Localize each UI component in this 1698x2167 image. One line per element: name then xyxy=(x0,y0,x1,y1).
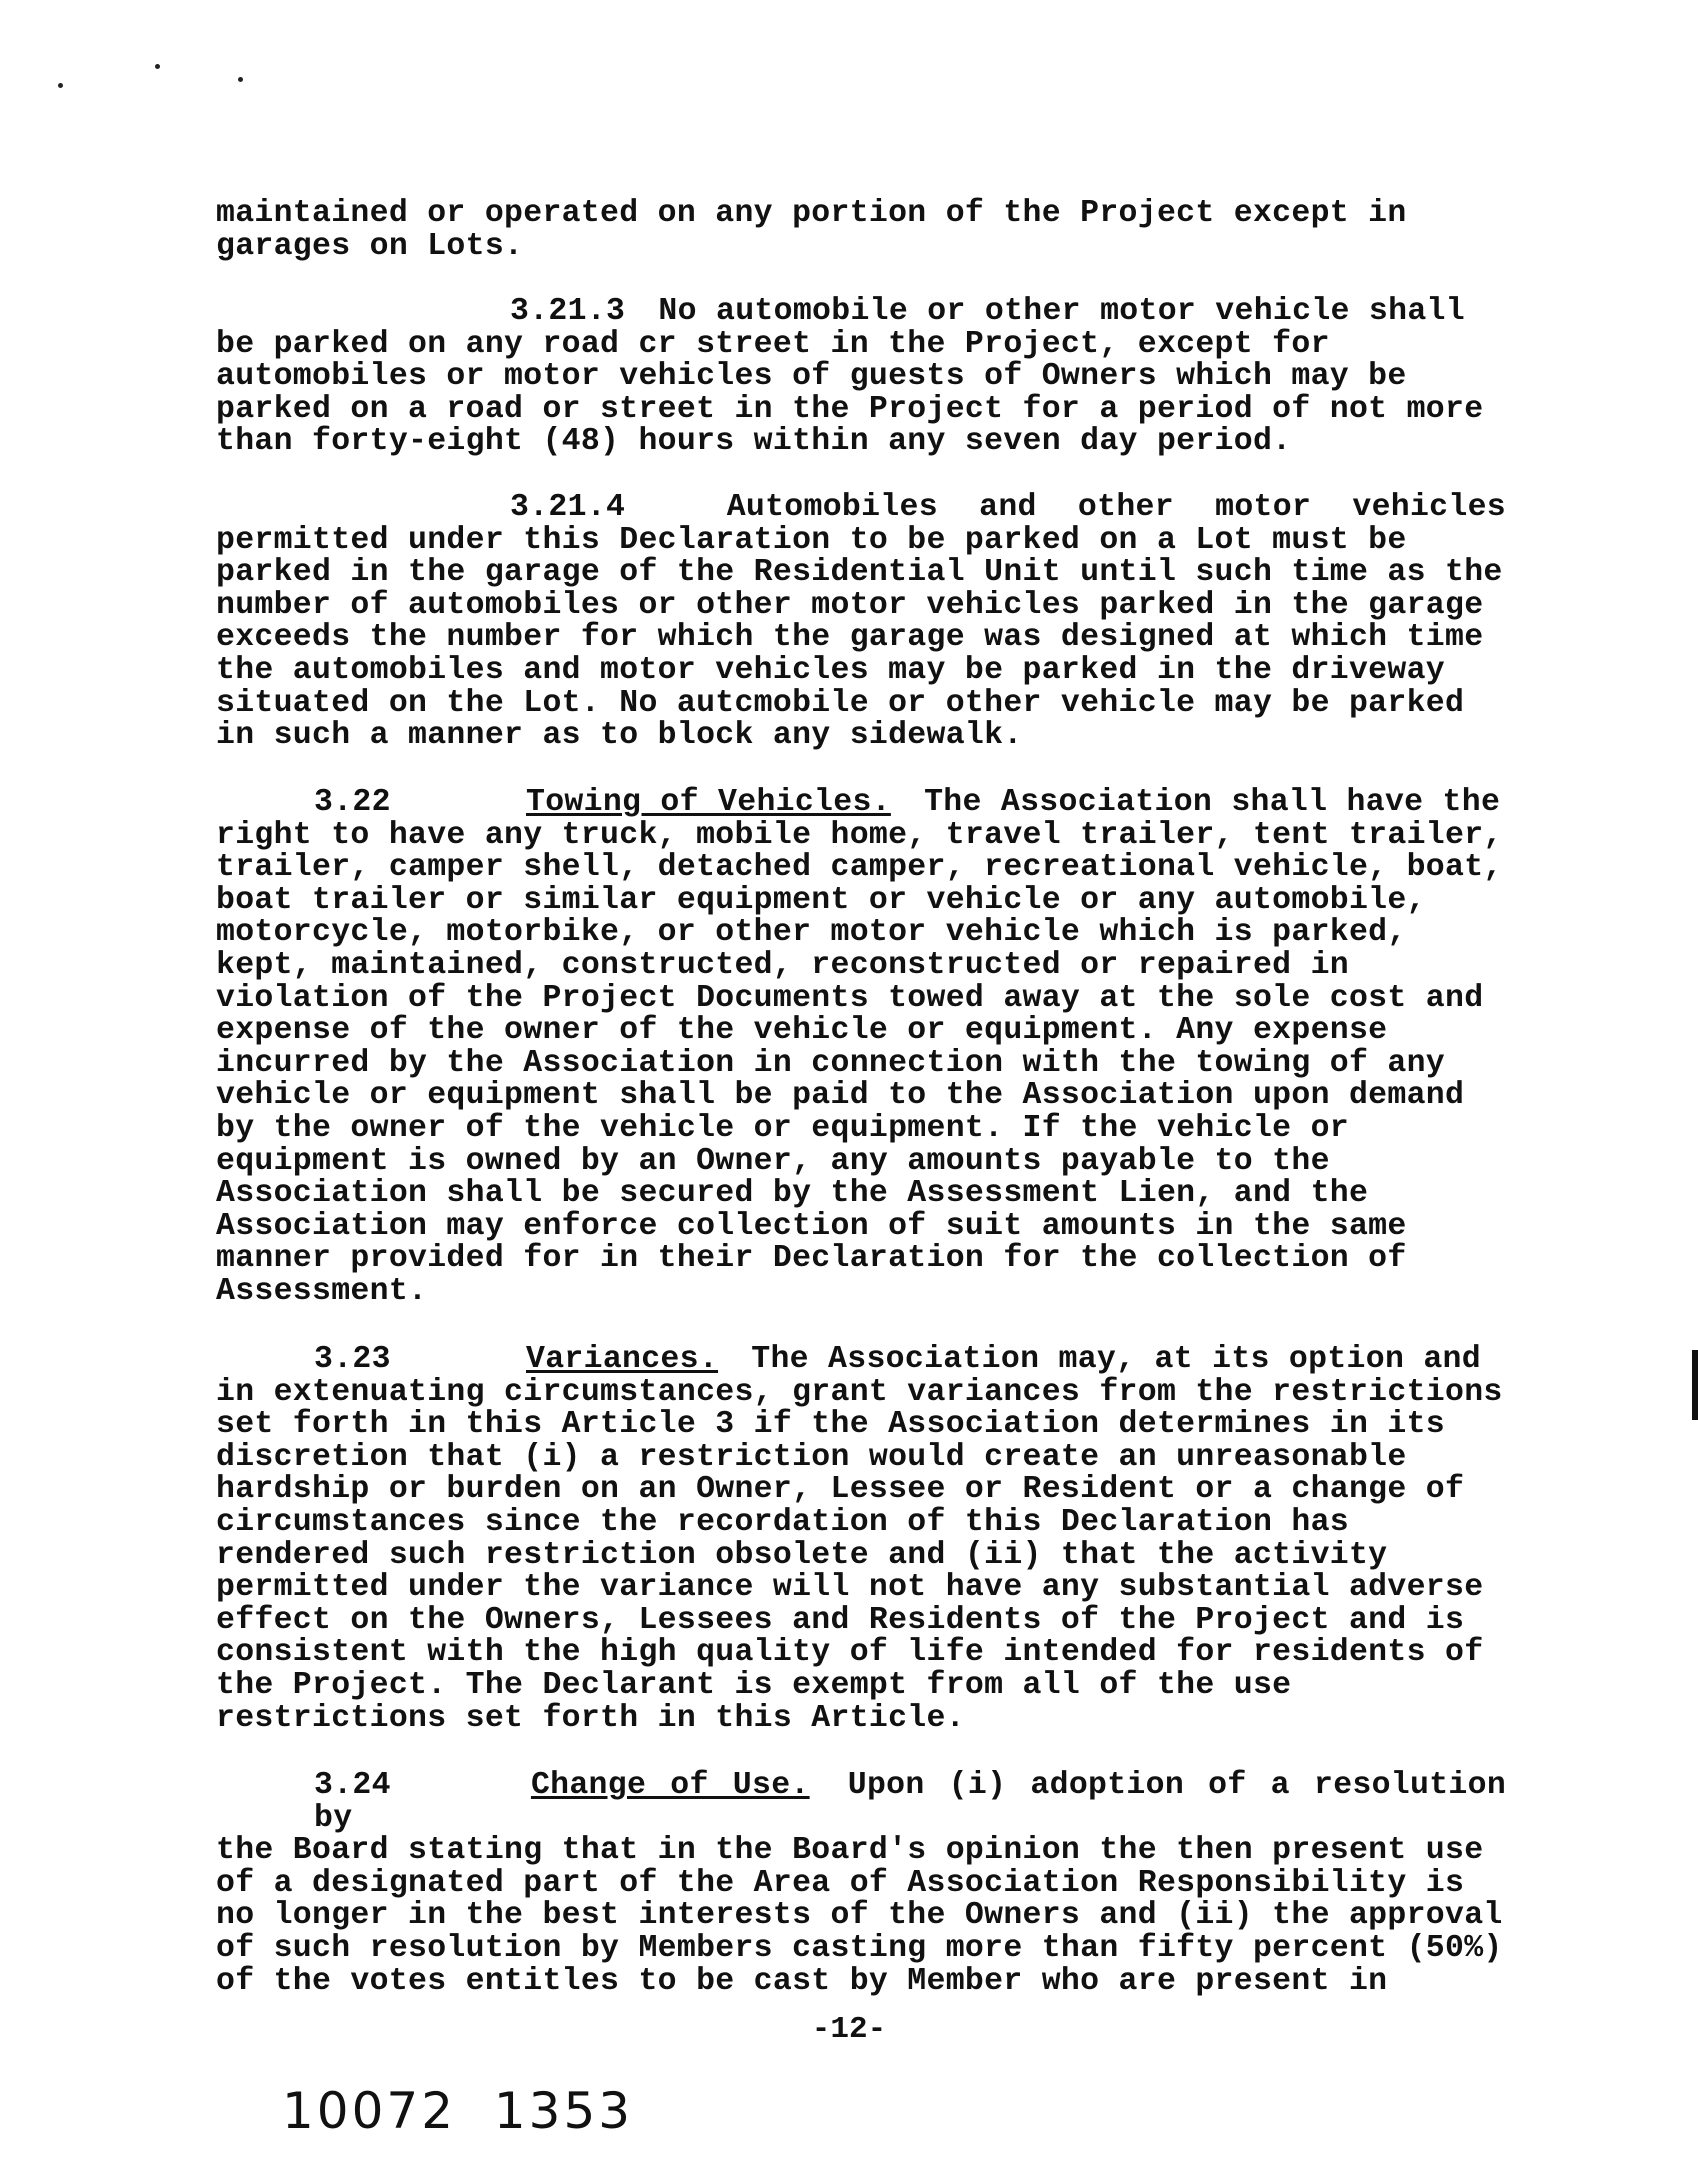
text-line: right to have any truck, mobile home, travel trailer, tent trailer, xyxy=(216,817,1503,853)
text-line: manner provided for in their Declaration for the collection of xyxy=(216,1241,1407,1277)
text-line: rendered such restriction obsolete and (ii) that the activity xyxy=(216,1537,1388,1573)
section-3-24 xyxy=(216,1770,1506,1998)
text-line: equipment is owned by an Owner, any amounts payable to the xyxy=(216,1143,1330,1179)
text-line: restrictions set forth in this Article. xyxy=(216,1700,965,1736)
text-line: permitted under the variance will not have any substantial adverse xyxy=(216,1570,1484,1606)
section-3-21-4 xyxy=(216,492,1506,753)
text-line: The Association shall have the xyxy=(924,785,1501,820)
section-number: 3.21.3 xyxy=(510,294,626,329)
text-line: by the owner of the vehicle or equipment. If the vehicle or xyxy=(216,1110,1349,1146)
text-line: vehicle or equipment shall be paid to the Association upon demand xyxy=(216,1078,1465,1114)
text-line: in such a manner as to block any sidewalk. xyxy=(216,718,1023,754)
text-line: number of automobiles or other motor vehicles parked in the garage xyxy=(216,587,1484,623)
text-line: No automobile or other motor vehicle shall xyxy=(658,294,1465,329)
text-line: hardship or burden on an Owner, Lessee or Resident or a change of xyxy=(216,1472,1465,1508)
text-line: Association shall be secured by the Assessment Lien, and the xyxy=(216,1176,1369,1212)
first-line xyxy=(216,1770,1506,1835)
section-3-22 xyxy=(216,787,1506,1309)
scan-speck xyxy=(155,64,160,69)
text-line: situated on the Lot. No autcmobile or other vehicle may be parked xyxy=(216,685,1465,721)
first-line xyxy=(216,787,1506,820)
section-heading: Variances. xyxy=(526,1342,719,1377)
text-line: trailer, camper shell, detached camper, recreational vehicle, boat, xyxy=(216,850,1503,886)
text-line: violation of the Project Documents towed away at the sole cost and xyxy=(216,980,1484,1016)
text-line: boat trailer or similar equipment or vehicle or any automobile, xyxy=(216,882,1426,918)
text-line: Assessment. xyxy=(216,1273,428,1309)
text-line: of the votes entitles to be cast by Member who are present in xyxy=(216,1963,1388,1999)
text-line: expense of the owner of the vehicle or equipment. Any expense xyxy=(216,1013,1388,1049)
section-3-23 xyxy=(216,1344,1506,1735)
section-heading: Towing of Vehicles. xyxy=(526,785,891,820)
text-line: no longer in the best interests of the Owners and (ii) the approval xyxy=(216,1898,1503,1934)
text-line: exceeds the number for which the garage was designed at which time xyxy=(216,620,1484,656)
text-line: be parked on any road cr street in the Project, except for xyxy=(216,326,1330,362)
text-line: permitted under this Declaration to be parked on a Lot must be xyxy=(216,522,1407,558)
scan-speck xyxy=(238,77,243,82)
text-line: parked in the garage of the Residential Unit until such time as the xyxy=(216,555,1503,591)
scan-speck xyxy=(58,83,63,88)
text-line: maintained or operated on any portion of the Project except in xyxy=(216,196,1407,231)
paragraph-continuation xyxy=(216,198,1506,263)
first-line xyxy=(216,1344,1506,1377)
scan-edge-mark xyxy=(1692,1350,1698,1420)
text-line: the automobiles and motor vehicles may be parked in the driveway xyxy=(216,652,1445,688)
text-line: incurred by the Association in connection with the towing of any xyxy=(216,1045,1445,1081)
text-line: of a designated part of the Area of Association Responsibility is xyxy=(216,1865,1465,1901)
text-line: garages on Lots. xyxy=(216,228,524,264)
text-line: parked on a road or street in the Project for a period of not more xyxy=(216,391,1484,427)
text-line: the Board stating that in the Board's opinion the then present use xyxy=(216,1833,1484,1869)
text-line: discretion that (i) a restriction would create an unreasonable xyxy=(216,1439,1407,1475)
text-line: motorcycle, motorbike, or other motor vehicle which is parked, xyxy=(216,915,1407,951)
text-line: than forty-eight (48) hours within any seven day period. xyxy=(216,424,1292,460)
text-line: Automobiles and other motor vehicles xyxy=(726,490,1506,525)
text-line: set forth in this Article 3 if the Association determines in its xyxy=(216,1407,1445,1443)
section-heading: Change of Use. xyxy=(530,1768,810,1803)
text-line: Upon (i) adoption of a resolution by xyxy=(314,1768,1507,1836)
text-line: circumstances since the recordation of this Declaration has xyxy=(216,1504,1349,1540)
first-line xyxy=(216,296,1506,329)
section-number: 3.21.4 xyxy=(510,490,626,525)
section-number: 3.22 xyxy=(314,785,391,820)
first-line xyxy=(216,492,1506,525)
text-line: in extenuating circumstances, grant variances from the restrictions xyxy=(216,1374,1503,1410)
text-line: consistent with the high quality of life intended for residents of xyxy=(216,1635,1484,1671)
section-number: 3.23 xyxy=(314,1342,391,1377)
document-stamp-number: 10072 1353 xyxy=(282,2082,634,2140)
page-number: -12- xyxy=(811,2012,887,2047)
text-line: kept, maintained, constructed, reconstructed or repaired in xyxy=(216,947,1349,983)
text-line: automobiles or motor vehicles of guests of Owners which may be xyxy=(216,359,1407,395)
text-line: The Association may, at its option and xyxy=(751,1342,1481,1377)
section-number: 3.24 xyxy=(314,1768,391,1803)
section-3-21-3 xyxy=(216,296,1506,459)
text-line: Association may enforce collection of suit amounts in the same xyxy=(216,1208,1407,1244)
text-line: effect on the Owners, Lessees and Residents of the Project and is xyxy=(216,1602,1465,1638)
text-line: of such resolution by Members casting more than fifty percent (50%) xyxy=(216,1930,1503,1966)
text-line: the Project. The Declarant is exempt from all of the use xyxy=(216,1667,1292,1703)
